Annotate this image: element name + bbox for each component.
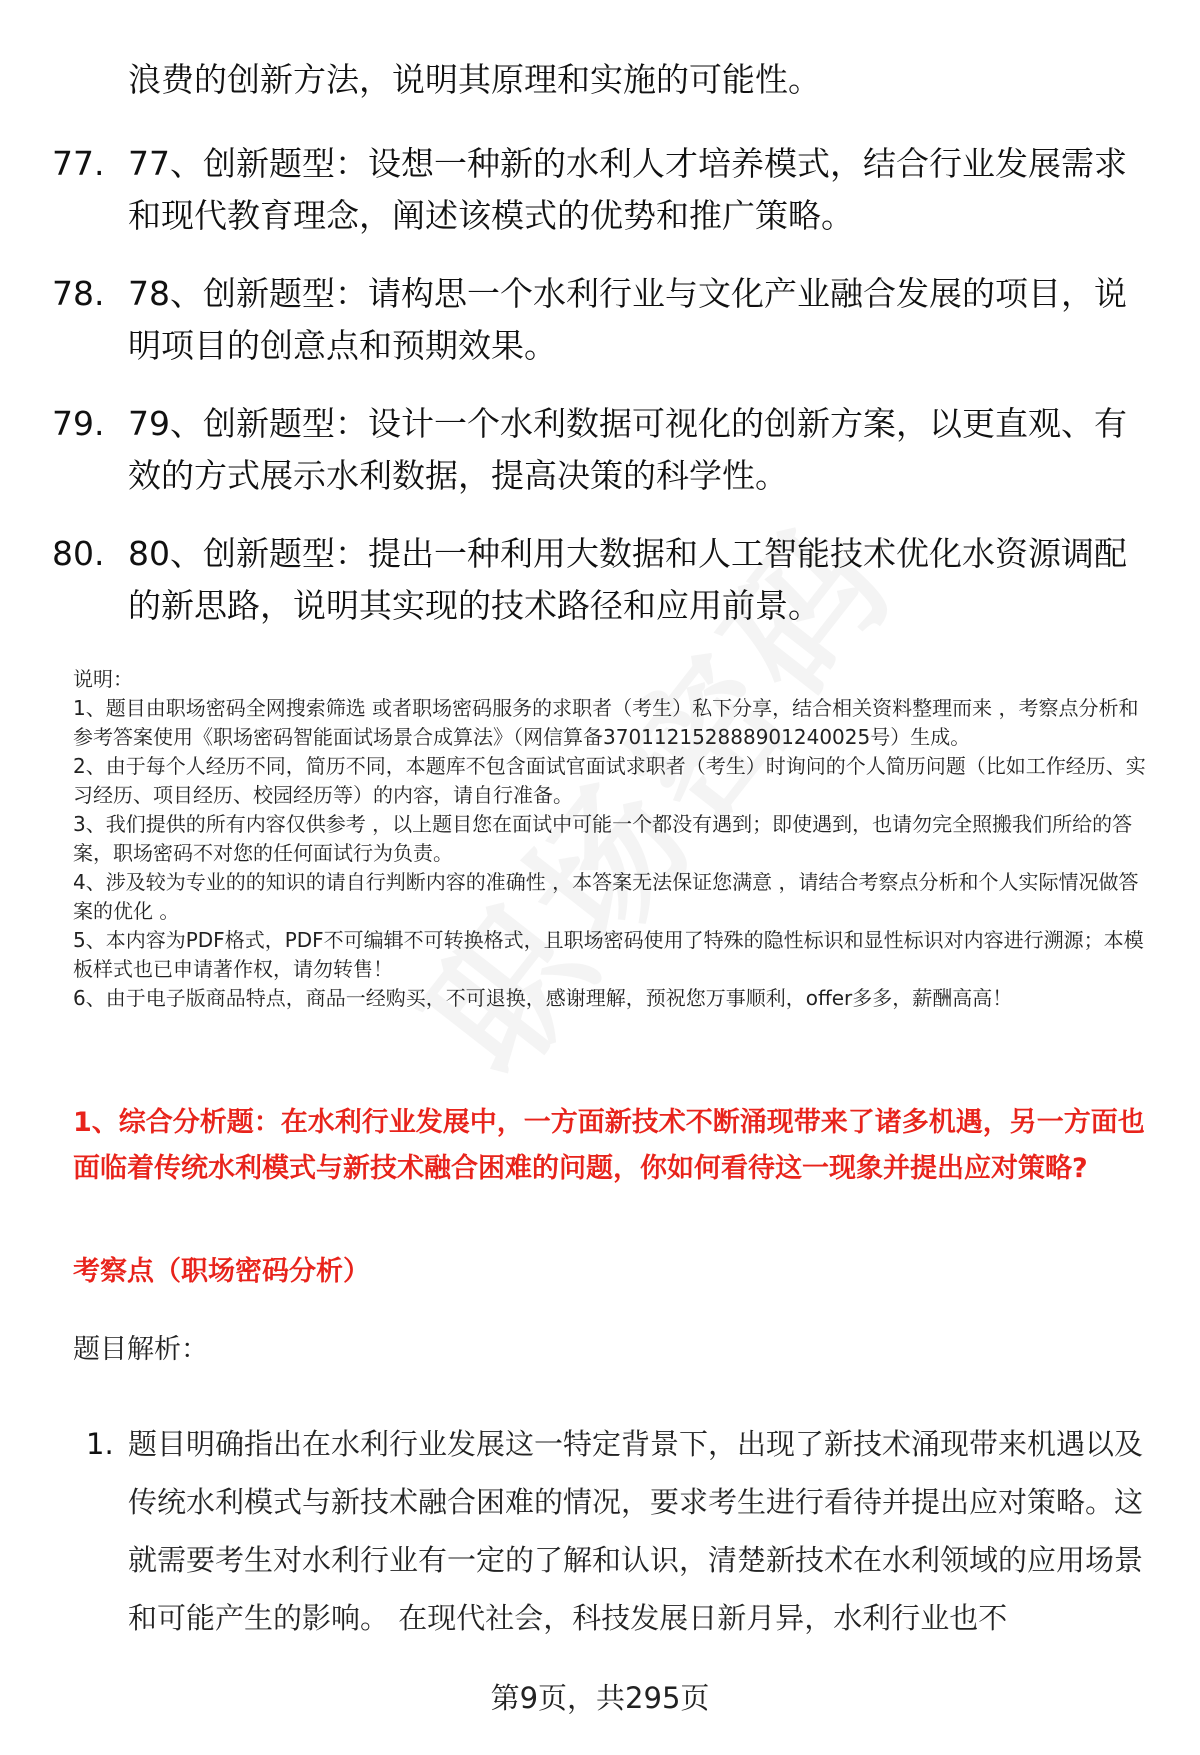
question-text: 77、创新题型：设想一种新的水利人才培养模式，结合行业发展需求和现代教育理念，阐述该模式的优势和推广策略。 <box>128 144 1127 235</box>
note-item: 3、我们提供的所有内容仅供参考 ，以上题目您在面试中可能一个都没有遇到；即使遇到，也请勿完全照搬我们所给的答案，职场密码不对您的任何面试行为负责。 <box>73 812 1133 865</box>
section-heading: 考察点（职场密码分析） <box>73 1256 370 1287</box>
note-item: 2、由于每个人经历不同，简历不同，本题库不包含面试官面试求职者（考生）时询问的个人简历问题（比如工作经历、实习经历、项目经历、校园经历等）的内容，请自行准备。 <box>73 754 1146 807</box>
notes-title: 说明： <box>73 667 133 691</box>
analysis-list <box>86 1415 1166 1647</box>
list-item <box>52 398 1152 502</box>
note-item: 1、题目由职场密码全网搜索筛选 或者职场密码服务的求职者（考生）私下分享，结合相关资料整理而来 ，考察点分析和参考答案使用《职场密码智能面试场景合成算法》（网信算备370112152888901240025号）生成。 <box>73 696 1139 749</box>
analysis-text: 题目明确指出在水利行业发展这一特定背景下，出现了新技术涌现带来机遇以及传统水利模式与新技术融合困难的情况，要求考生进行看待并提出应对策略。这就需要考生对水利行业有一定的了解和认识，清楚新技术在水利领域的应用场景和可能产生的影响。 在现代社会，科技发展日新月异，水利行业也不 <box>128 1427 1144 1635</box>
question-text: 80、创新题型：提出一种利用大数据和人工智能技术优化水资源调配的新思路，说明其实现的技术路径和应用前景。 <box>128 534 1127 625</box>
item-number: 78. <box>52 274 105 313</box>
question-list <box>52 138 1152 658</box>
list-item <box>86 1415 1166 1647</box>
section-subheading: 题目解析： <box>73 1334 208 1365</box>
list-item <box>52 528 1152 632</box>
note-item: 5、本内容为PDF格式，PDF不可编辑不可转换格式，且职场密码使用了特殊的隐性标识和显性标识对内容进行溯源；本模板样式也已申请著作权，请勿转售！ <box>73 928 1144 981</box>
question-continuation: 浪费的创新方法，说明其原理和实施的可能性。 <box>128 60 821 99</box>
item-number: 79. <box>52 404 105 443</box>
section-question: 1、综合分析题：在水利行业发展中，一方面新技术不断涌现带来了诸多机遇，另一方面也面临着传统水利模式与新技术融合困难的问题，你如何看待这一现象并提出应对策略? <box>73 1107 1145 1184</box>
list-item <box>52 268 1152 372</box>
question-text: 78、创新题型：请构思一个水利行业与文化产业融合发展的项目，说明项目的创意点和预期效果。 <box>128 274 1127 365</box>
question-text: 79、创新题型：设计一个水利数据可视化的创新方案，以更直观、有效的方式展示水利数据，提高决策的科学性。 <box>128 404 1127 495</box>
page-footer: 第9页，共295页 <box>490 1681 710 1715</box>
list-item <box>52 138 1152 242</box>
notes-section <box>73 665 1158 1013</box>
item-number: 80. <box>52 534 105 573</box>
item-number: 77. <box>52 144 105 183</box>
item-number: 1. <box>86 1427 114 1461</box>
note-item: 6、由于电子版商品特点，商品一经购买，不可退换，感谢理解，预祝您万事顺利，offer多多，薪酬高高！ <box>73 986 1013 1010</box>
note-item: 4、涉及较为专业的的知识的请自行判断内容的准确性 ，本答案无法保证您满意 ，请结合考察点分析和个人实际情况做答案的优化 。 <box>73 870 1139 923</box>
